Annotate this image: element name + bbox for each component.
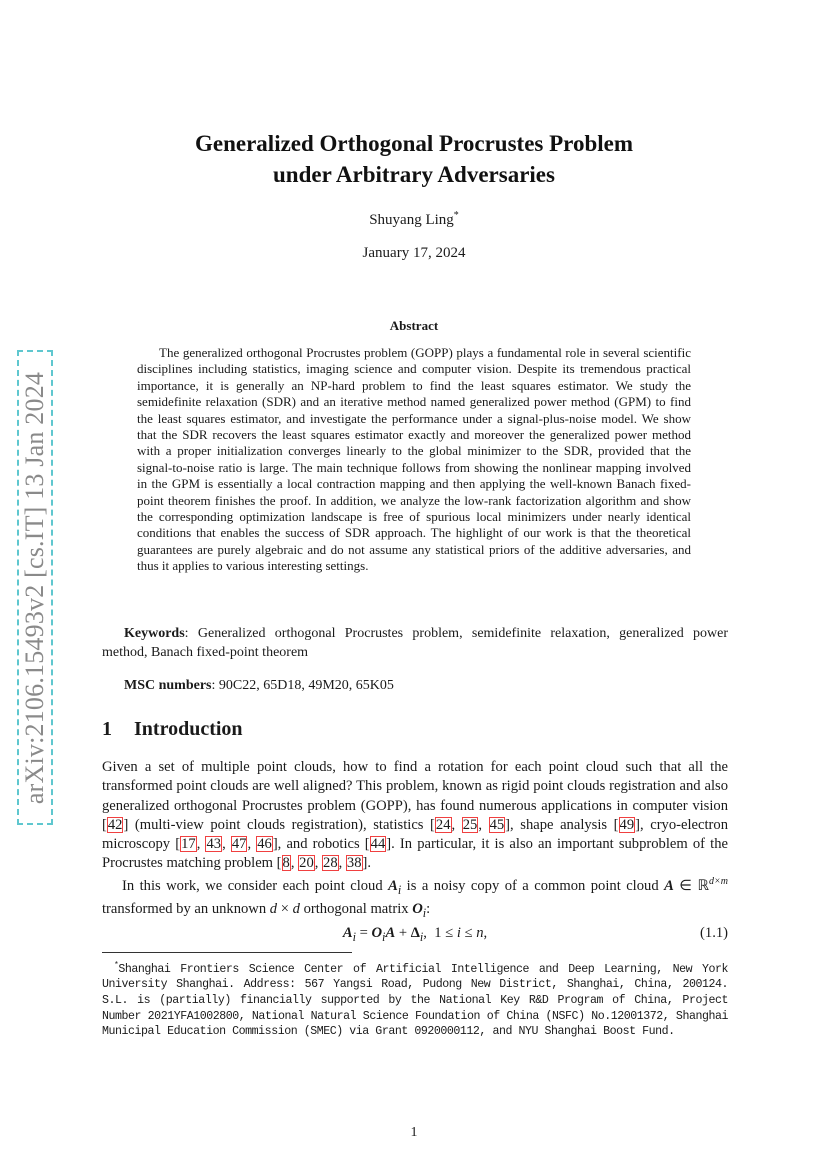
paragraph-text: ], cryo-electron microscopy [ [102,816,728,853]
paragraph-text: ], shape analysis [ [505,816,619,833]
citation-link[interactable]: 47 [231,836,247,853]
title-line-1: Generalized Orthogonal Procrustes Problem [195,131,633,156]
equation-content: $A_i = O_iA + \Delta_i$, 1 ≤ i ≤ n, [342,925,488,944]
footnote-divider [102,952,352,953]
footnote [102,958,728,1040]
arxiv-stamp[interactable] [17,350,53,825]
citation-link[interactable]: 46 [257,836,272,853]
keywords-label: Keywords [124,626,185,641]
citation-link[interactable]: 42 [107,816,123,833]
paragraph-text: Given a set of multiple point clouds, how to find a rotation for each point cloud such that all the transformed point clouds are well aligned? This problem, known as rigid point clouds registration and also generalized orthogonal Procrustes problem (GOPP), has found numerous applications in computer vision [ [102,759,728,833]
math-expression: A ∈ ℝ$^{d\times m}$ [664,876,728,894]
abstract-text: The generalized orthogonal Procrustes problem (GOPP) plays a fundamental role in several scientific disciplines including statistics, imaging science and computer vision. Despite its tremendous practical importance, it is generally an NP-hard problem to find the least squares estimator. We study the semidefinite relaxation (SDR) and an iterative method named generalized power method (GPM) to find the least squares estimator, and investigate the performance under a signal-plus-noise model. We show that the SDR recovers the least squares estimator exactly and moreover the generalized power method with a proper initialization converges linearly to the global minimizer to the SDR, provided that the signal-to-noise ratio is large. The main technique follows from showing the nonlinear mapping involved in the GPM is essentially a local contraction mapping and then applying the well-known Banach fixed-point theorem finishes the proof. In addition, we analyze the low-rank factorization algorithm and show the corresponding optimization landscape is free of spurious local minimizers under nearly identical conditions that enables the success of SDR approach. The highlight of our work is that the theoretical guarantees are purely algebraic and do not assume any statistical priors of the additive adversaries, and thus it applies to various interesting settings. [137,345,691,574]
paragraph-text: ] (multi-view point clouds registration), statistics [ [123,816,435,833]
equation-1-1 [102,925,728,945]
paper-date: January 17, 2024 [362,245,466,261]
keywords [102,624,728,662]
section-number: 1 [102,718,112,740]
msc-text: : 90C22, 65D18, 49M20, 65K05 [211,678,394,693]
citation-link[interactable]: 20 [299,855,314,872]
paragraph-text: transformed by an unknown [102,901,270,918]
citation-link[interactable]: 49 [619,816,635,833]
msc-numbers [124,678,728,694]
citation-link[interactable]: 38 [346,855,362,872]
math-symbol: $O_i$ [412,901,427,920]
math-expression: d [269,901,278,918]
arxiv-identifier[interactable]: arXiv:2106.15493v2 [cs.IT] 13 Jan 2024 [20,371,49,804]
abstract-heading: Abstract [389,318,439,333]
citation-link[interactable]: 17 [181,836,196,853]
intro-paragraph-1: Given a set of multiple point clouds, how to find a rotation for each point cloud such that all the transformed point clouds are well aligned? This problem, known as rigid point clouds registration and also generalized orthogonal Procrustes problem (GOPP), has found numerous applications in computer vision [42] (multi-view point clouds registration), statistics [24, 25, 45], shape analysis [49], cryo-electron microscopy [17, 43, 47, 46], and robotics [44]. In particular, it is also an important subproblem of the Procrustes matching problem [8, 20, 28, 38]. [102,759,728,872]
paper-title [110,128,718,190]
paragraph-text: In this work, we consider each point cloud [122,877,389,894]
section-title: Introduction [134,718,243,740]
author [110,210,718,229]
citation-link[interactable]: 44 [370,836,386,853]
paragraph-text: is a noisy copy of a common point cloud [401,877,665,894]
paragraph-text: ]. [362,855,372,872]
author-name: Shuyang Ling [369,212,454,228]
citation-link[interactable]: 8 [282,855,290,872]
author-footnote-mark[interactable]: * [453,210,459,221]
msc-label: MSC numbers [124,678,212,693]
keywords-text: : Generalized orthogonal Procrustes problem, semidefinite relaxation, generalized power method, Banach fixed-point theorem [102,626,728,660]
page-number: 1 [410,1125,418,1140]
equation-number: (1.1) [700,925,728,941]
citation-link[interactable]: 43 [206,836,222,853]
citation-link[interactable]: 28 [323,855,338,872]
intro-paragraph-2: In this work, we consider each point cloud $A_i$ is a noisy copy of a common point cloud A ∈ ℝ$^{d\times m}$ transformed by an unknown d × d orthogonal matrix $O_i$: [102,876,728,920]
title-line-2: under Arbitrary Adversaries [273,162,555,187]
paragraph-text: orthogonal matrix [299,901,413,918]
paragraph-text: ], and robotics [ [272,836,370,853]
paragraph-text: ]. In particular, it is also an important subproblem of the Procrustes matching problem [ [102,836,728,872]
math-symbol: $A_i$ [388,877,402,897]
footnote-mark: * [114,961,119,970]
footnote-text: Shanghai Frontiers Science Center of Artificial Intelligence and Deep Learning, New York University Shanghai. Address: 567 Yangsi Road, Pudong New District, Shanghai, China, 200124. S.L. is (partially) financially supported by the National Key R&D Program of China, Project Number 2021YFA1002800, National Natural Science Foundation of China (NSFC) No.12001372, Shanghai Municipal Education Commission (SMEC) via Grant 0920000112, and NYU Shanghai Boost Fund. [102,962,728,1039]
section-heading [102,718,243,741]
citation-link[interactable]: 24 [435,816,451,833]
citation-link[interactable]: 45 [489,816,505,833]
citation-link[interactable]: 25 [462,816,478,833]
